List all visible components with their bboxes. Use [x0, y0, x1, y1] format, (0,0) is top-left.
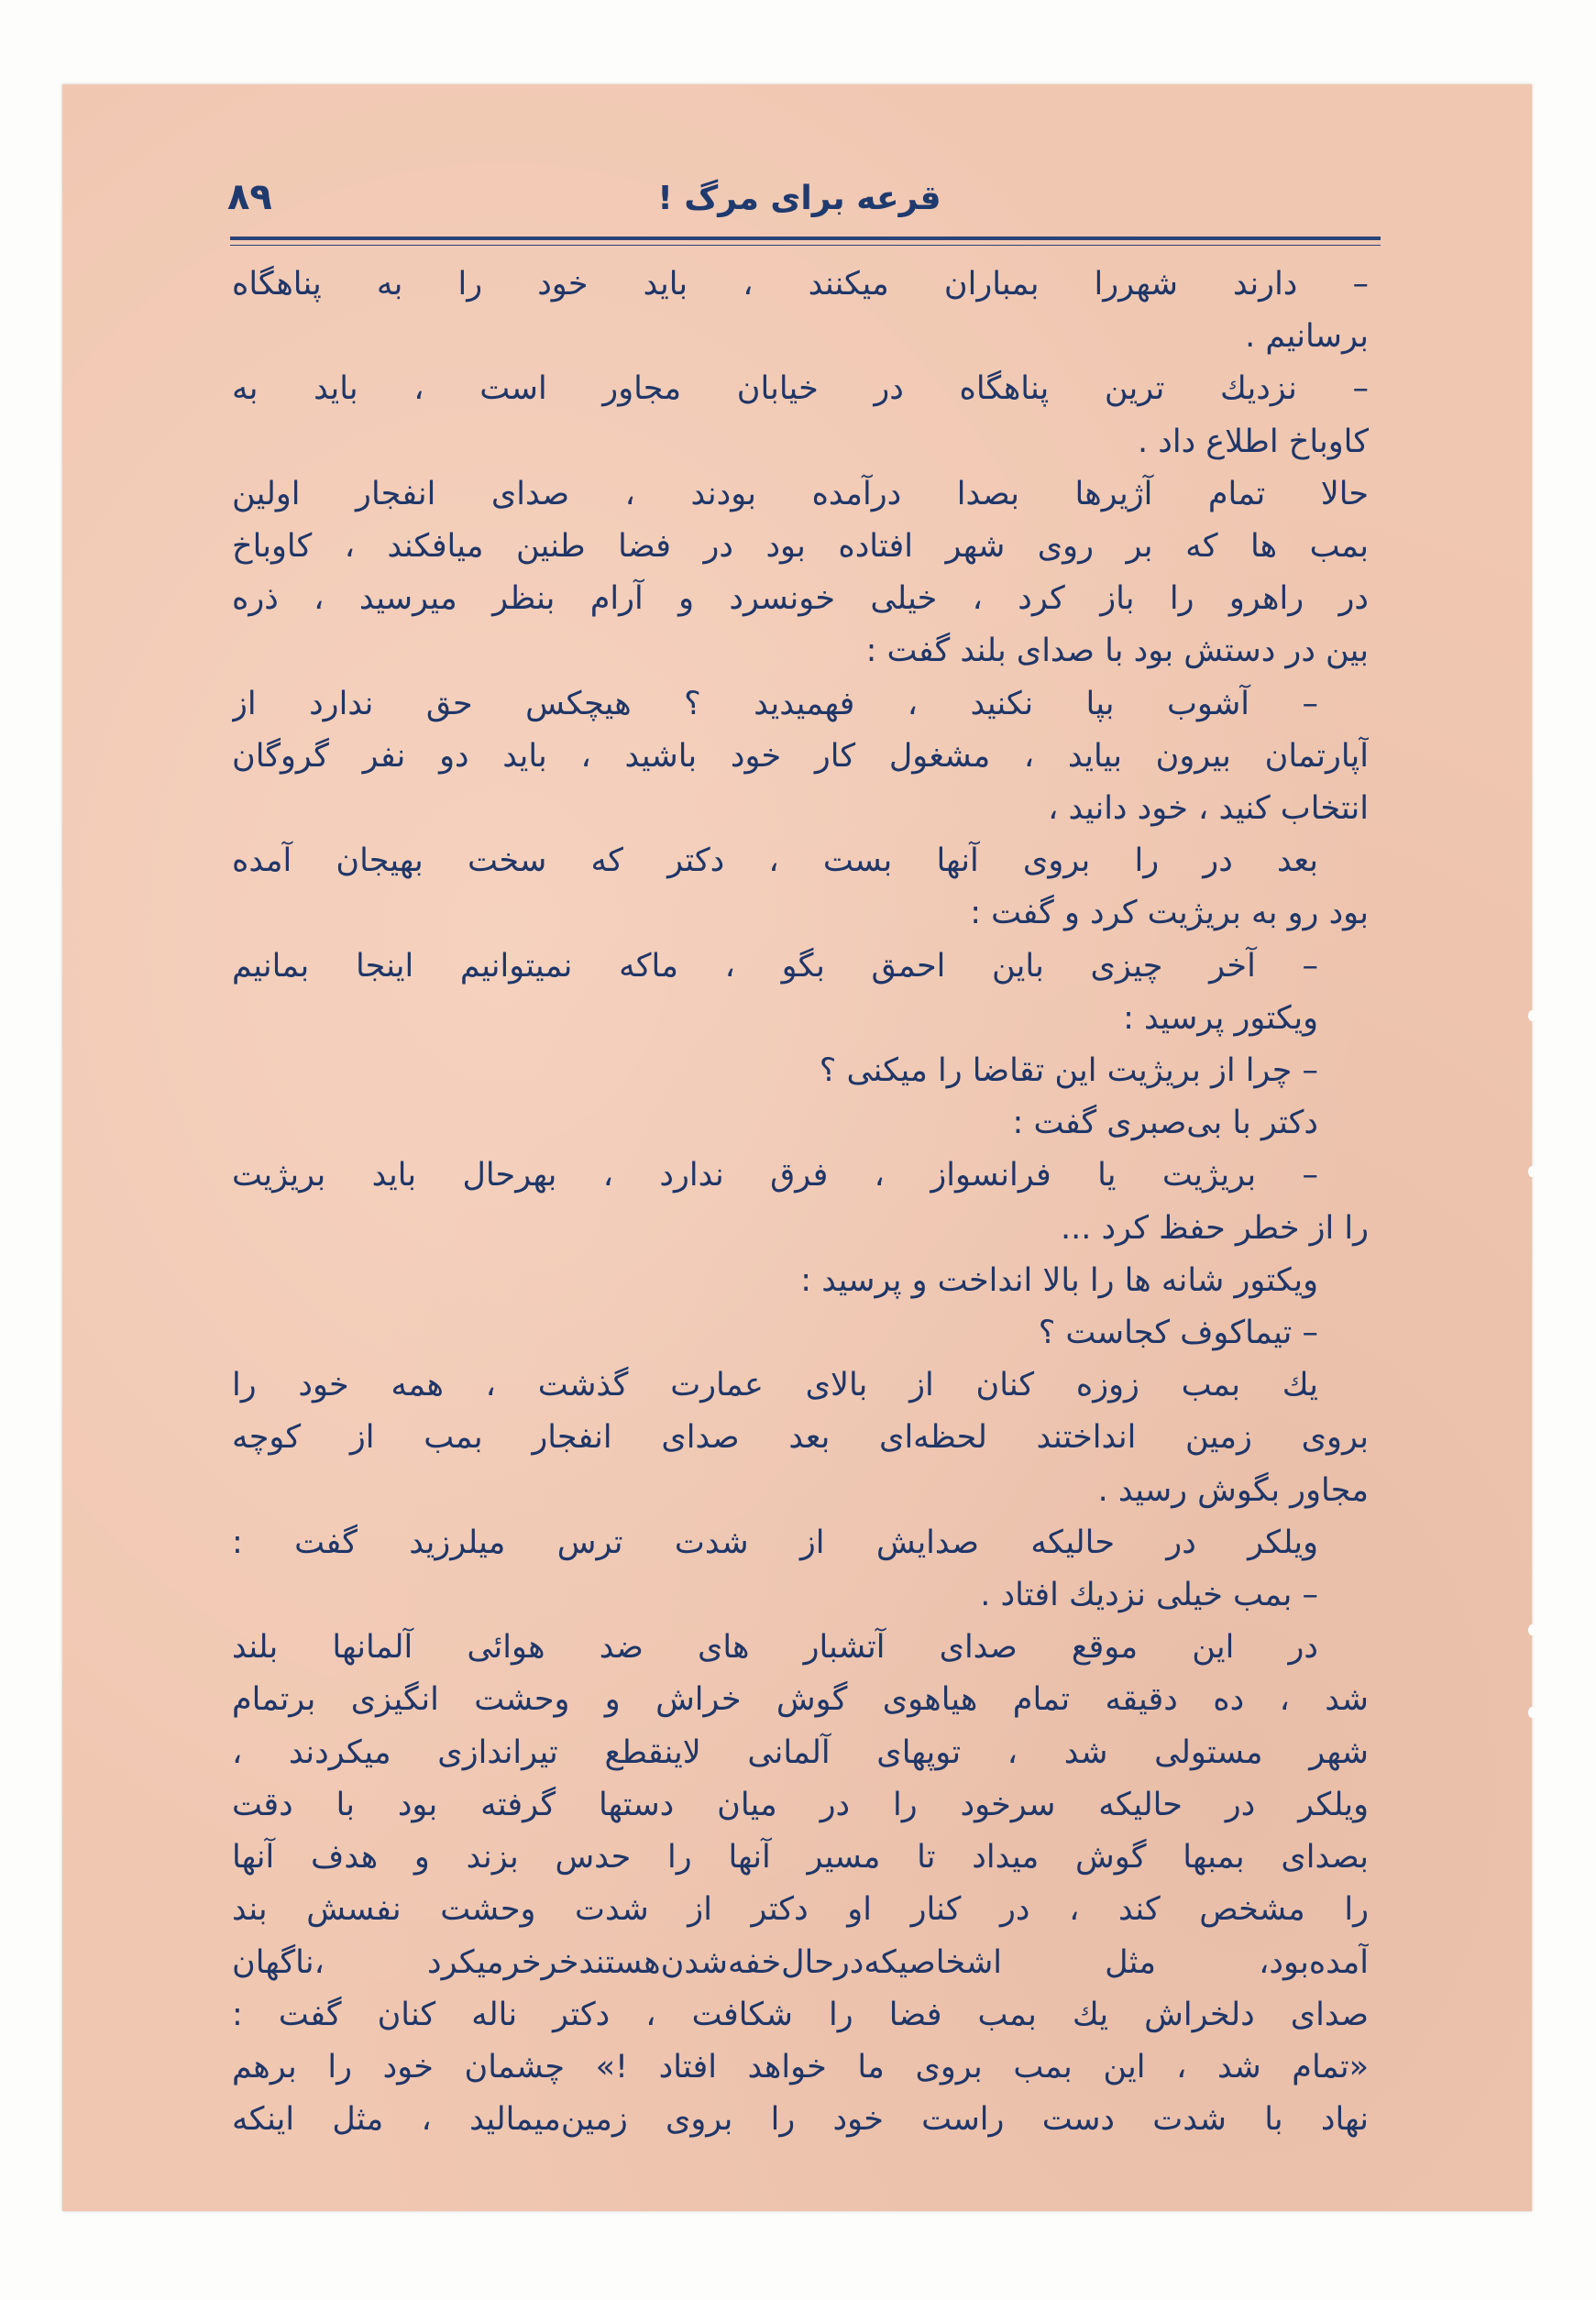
- running-title: قرعه برای مرگ !: [657, 180, 941, 217]
- header-rule: [230, 237, 1381, 246]
- text-line: صدای دلخراش یك بمب فضا را شکافت ، دکتر ناله کنان گفت :: [232, 1996, 1369, 2033]
- text-line: شهر مستولی شد ، توپهای آلمانی لاینقطع تیراندازی میکردند ،: [232, 1733, 1369, 1771]
- text-line: ویکتور پرسید :: [1123, 999, 1318, 1037]
- text-line: ویکتور شانه ها را بالا انداخت و پرسید :: [800, 1261, 1318, 1299]
- text-line: – تیماکوف کجاست ؟: [1038, 1315, 1318, 1352]
- text-line: نهاد با شدت دست راست خود را بروی زمین‌میمالید ، مثل اینکه: [232, 2101, 1369, 2139]
- text-line: انتخاب کنید ، خود دانید ،: [1048, 790, 1369, 828]
- text-line: «تمام شد ، این بمب بروی ما خواهد افتاد !» چشمان خود را برهم: [232, 2048, 1369, 2085]
- page-edge-notch: [1528, 1010, 1535, 1021]
- text-line: کاوباخ اطلاع داد .: [1138, 423, 1369, 460]
- text-line: را مشخص کند ، در کنار او دکتر از شدت وحشت نفسش بند: [232, 1891, 1369, 1929]
- page-edge-notch: [1528, 1624, 1535, 1635]
- text-line: – بریژیت یا فرانسواز ، فرق ندارد ، بهرحال باید بریژیت: [232, 1157, 1318, 1194]
- text-line: در این موقع صدای آتشبار های ضد هوائی آلمانها بلند: [232, 1629, 1318, 1667]
- text-line: یك بمب زوزه کنان از بالای عمارت گذشت ، همه خود را: [232, 1367, 1318, 1404]
- text-line: حالا تمام آژیرها بصدا درآمده بودند ، صدای انفجار اولین: [232, 475, 1369, 512]
- text-line: آپارتمان بیرون بیاید ، مشغول کار خود باشید ، باید دو نفر گروگان: [232, 737, 1369, 775]
- text-line: – آخر چیزی باین احمق بگو ، ماکه نمیتوانیم اینجا بمانیم: [232, 947, 1318, 985]
- page-edge-notch: [1528, 1707, 1535, 1718]
- text-line: دکتر با بی‌صبری گفت :: [1012, 1105, 1318, 1142]
- text-line: – بمب خیلی نزدیك افتاد .: [980, 1577, 1318, 1614]
- text-line: در راهرو را باز کرد ، خیلی خونسرد و آرام بنظر میرسید ، ذره: [232, 580, 1369, 618]
- text-line: بود رو به بریژیت کرد و گفت :: [970, 895, 1369, 932]
- text-line: ویلکر در حالیکه سرخود را در میان دستها گرفته بود با دقت: [232, 1786, 1369, 1823]
- text-line: را از خطر حفظ کرد ...: [1060, 1209, 1369, 1247]
- text-line: بعد در را بروی آنها بست ، دکتر که سخت بهیجان آمده: [232, 842, 1318, 880]
- text-line: ویلکر در حالیکه صدایش از شدت ترس میلرزید گفت :: [232, 1524, 1318, 1561]
- body-text: [232, 259, 1369, 2146]
- text-line: – آشوب بپا نکنید ، فهمیدید ؟ هیچکس حق ندارد از: [232, 685, 1318, 722]
- text-line: برسانیم .: [1245, 318, 1369, 356]
- text-line: مجاور بگوش رسید .: [1097, 1471, 1369, 1509]
- book-page: [62, 84, 1532, 2211]
- page-header: [227, 176, 1371, 231]
- text-line: بین در دستش بود با صدای بلند گفت :: [865, 633, 1369, 670]
- text-line: – چرا از بریژیت این تقاضا را میکنی ؟: [819, 1052, 1318, 1090]
- text-line: شد ، ده دقیقه تمام هیاهوی گوش خراش و وحشت انگیزی برتمام: [232, 1681, 1369, 1719]
- page-number: ۸۹: [227, 176, 272, 218]
- page-edge-notch: [1528, 1166, 1535, 1177]
- text-line: – دارند شهررا بمباران میکنند ، باید خود را به پناهگاه: [232, 266, 1369, 303]
- text-line: بمب ها که بر روی شهر افتاده بود در فضا طنین میافکند ، کاوباخ: [232, 528, 1369, 566]
- text-line: بروی زمین انداختند لحظه‌ای بعد صدای انفجار بمب از کوچه: [232, 1419, 1369, 1457]
- text-line: – نزدیك ترین پناهگاه در خیابان مجاور است ، باید به: [232, 370, 1369, 408]
- text-line: بصدای بمبها گوش میداد تا مسیر آنها را حدس بزند و هدف آنها: [232, 1839, 1369, 1876]
- text-line: آمده‌بود، مثل اشخاصیکه‌درحال‌خفه‌شدن‌هستندخرخرمیکرد ،ناگهان: [232, 1943, 1369, 1981]
